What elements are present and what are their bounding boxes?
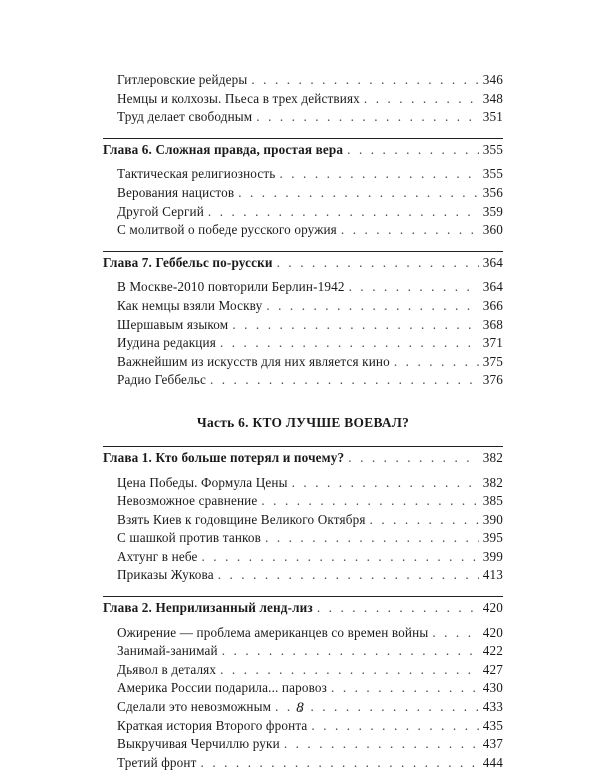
toc-entry-title: Радио Геббельс bbox=[117, 372, 206, 388]
toc-entry-page: 376 bbox=[482, 372, 503, 388]
dot-leader bbox=[210, 372, 479, 388]
dot-leader bbox=[348, 450, 478, 466]
toc-entry-title: Тактическая религиозность bbox=[117, 166, 276, 182]
toc-entry-page: 433 bbox=[482, 699, 503, 715]
toc-entry[interactable] bbox=[103, 567, 503, 586]
dot-leader bbox=[251, 72, 478, 88]
toc-entry[interactable] bbox=[103, 662, 503, 681]
toc-chapter-block bbox=[103, 72, 503, 128]
toc-entry-page: 395 bbox=[482, 530, 503, 546]
dot-leader bbox=[317, 600, 479, 616]
toc-entry-title: Выкручивая Черчиллю руки bbox=[117, 736, 280, 752]
chapter-entry[interactable] bbox=[103, 142, 503, 161]
toc-entry[interactable] bbox=[103, 625, 503, 644]
page-number: 8 bbox=[296, 700, 304, 716]
toc-entry-title: Сделали это невозможным bbox=[117, 699, 272, 715]
dot-leader bbox=[292, 475, 479, 491]
toc-entry[interactable] bbox=[103, 530, 503, 549]
toc-entry-title: Цена Победы. Формула Цены bbox=[117, 474, 288, 490]
toc-entry-page: 356 bbox=[482, 184, 503, 200]
toc-entry-title: Ожирение — проблема американцев со времен войны bbox=[117, 624, 429, 640]
dot-leader bbox=[279, 166, 478, 182]
toc-entry[interactable] bbox=[103, 204, 503, 223]
toc-entry[interactable] bbox=[103, 512, 503, 531]
toc-entry[interactable] bbox=[103, 718, 503, 737]
toc-entry-page: 368 bbox=[482, 316, 503, 332]
part-heading: Часть 6. КТО ЛУЧШЕ ВОЕВАЛ? bbox=[196, 414, 410, 430]
toc-entry-page: 390 bbox=[482, 511, 503, 527]
toc-entry-page: 364 bbox=[482, 279, 503, 295]
toc-entry[interactable] bbox=[103, 475, 503, 494]
toc-entry[interactable] bbox=[103, 755, 503, 773]
toc-entry-title: Труд делает свободным bbox=[117, 109, 253, 125]
toc-entry-title: С молитвой о победе русского оружия bbox=[117, 222, 337, 238]
dot-leader bbox=[222, 643, 479, 659]
dot-leader bbox=[341, 222, 479, 238]
toc-entry[interactable] bbox=[103, 335, 503, 354]
toc-entry-title: Иудина редакция bbox=[117, 335, 216, 351]
dot-leader bbox=[218, 567, 479, 583]
dot-leader bbox=[394, 354, 479, 370]
dot-leader bbox=[347, 142, 479, 158]
dot-leader bbox=[432, 625, 478, 641]
toc-entry-page: 348 bbox=[482, 90, 503, 106]
toc-entry-title: Немцы и колхозы. Пьеса в трех действиях bbox=[117, 90, 360, 106]
toc-entry[interactable] bbox=[103, 91, 503, 110]
toc-entry-page: 359 bbox=[482, 203, 503, 219]
chapter-entry-page: 364 bbox=[482, 254, 503, 270]
toc-entry[interactable] bbox=[103, 72, 503, 91]
toc-entry-title: Занимай-занимай bbox=[117, 643, 218, 659]
toc-entry-title: Взять Киев к годовщине Великого Октября bbox=[117, 511, 366, 527]
toc-entry-page: 346 bbox=[482, 72, 503, 87]
dot-leader bbox=[201, 755, 479, 771]
toc-entry-page: 366 bbox=[482, 297, 503, 313]
toc-entry[interactable] bbox=[103, 109, 503, 128]
toc-entry-page: 430 bbox=[482, 680, 503, 696]
chapter-entry[interactable] bbox=[103, 450, 503, 469]
toc-entry-title: Шершавым языком bbox=[117, 316, 229, 332]
chapter-entry-title: Глава 1. Кто больше потерял и почему? bbox=[103, 449, 345, 465]
toc-entry-title: Третий фронт bbox=[117, 754, 197, 770]
dot-leader bbox=[265, 530, 479, 546]
toc-entry-title: Краткая история Второго фронта bbox=[117, 717, 308, 733]
dot-leader bbox=[331, 680, 479, 696]
toc-entry-page: 422 bbox=[482, 643, 503, 659]
toc-entry-title: Верования нацистов bbox=[117, 184, 235, 200]
chapter-entry-title: Глава 6. Сложная правда, простая вера bbox=[103, 141, 344, 157]
toc-entry[interactable] bbox=[103, 298, 503, 317]
dot-leader bbox=[220, 335, 479, 351]
toc-entry-page: 351 bbox=[482, 109, 503, 125]
dot-leader bbox=[208, 204, 479, 220]
chapter-entry-page: 420 bbox=[482, 600, 503, 616]
toc-entry-page: 435 bbox=[482, 717, 503, 733]
toc-entry[interactable] bbox=[103, 279, 503, 298]
dot-leader bbox=[311, 718, 478, 734]
toc-entry[interactable] bbox=[103, 354, 503, 373]
chapter-entry-title: Глава 2. Неприлизанный ленд-лиз bbox=[103, 600, 313, 616]
dot-leader bbox=[364, 91, 479, 107]
toc-chapter-block bbox=[103, 596, 503, 773]
toc-entry-page: 399 bbox=[482, 548, 503, 564]
chapter-entry-title: Глава 7. Геббельс по-русски bbox=[103, 254, 273, 270]
toc-entry-title: Гитлеровские рейдеры bbox=[117, 72, 248, 87]
toc-entry[interactable] bbox=[103, 549, 503, 568]
toc-entry-page: 371 bbox=[482, 335, 503, 351]
chapter-entry-page: 355 bbox=[482, 141, 503, 157]
toc-entry-title: Важнейшим из искусств для них является кино bbox=[117, 353, 390, 369]
toc-entry-page: 382 bbox=[482, 474, 503, 490]
chapter-entry[interactable] bbox=[103, 600, 503, 619]
toc-chapter-block bbox=[103, 138, 503, 241]
toc-entry-page: 420 bbox=[482, 624, 503, 640]
toc-entry-page: 375 bbox=[482, 353, 503, 369]
toc-entry-page: 444 bbox=[482, 754, 503, 770]
chapter-entry-page: 382 bbox=[482, 449, 503, 465]
toc-entry-page: 413 bbox=[482, 567, 503, 583]
dot-leader bbox=[261, 493, 478, 509]
toc-entry-page: 427 bbox=[482, 661, 503, 677]
toc-entry-title: Америка России подарила... паровоз bbox=[117, 680, 328, 696]
toc-entry-page: 437 bbox=[482, 736, 503, 752]
toc-chapter-block bbox=[103, 446, 503, 586]
toc-entry-title: Дьявол в деталях bbox=[117, 661, 217, 677]
toc-entry[interactable] bbox=[103, 185, 503, 204]
dot-leader bbox=[349, 279, 479, 295]
toc-entry[interactable] bbox=[103, 680, 503, 699]
toc-entry[interactable] bbox=[103, 643, 503, 662]
table-of-contents bbox=[103, 72, 503, 773]
dot-leader bbox=[232, 317, 478, 333]
toc-entry-title: Другой Сергий bbox=[117, 203, 204, 219]
dot-leader bbox=[220, 662, 479, 678]
dot-leader bbox=[277, 255, 479, 271]
toc-entry[interactable] bbox=[103, 166, 503, 185]
dot-leader bbox=[266, 298, 478, 314]
toc-entry-title: Невозможное сравнение bbox=[117, 493, 258, 509]
toc-entry-page: 355 bbox=[482, 166, 503, 182]
toc-entry[interactable] bbox=[103, 736, 503, 755]
toc-entry-title: В Москве-2010 повторили Берлин-1942 bbox=[117, 279, 345, 295]
toc-entry-title: Ахтунг в небе bbox=[117, 548, 198, 564]
toc-chapter-block bbox=[103, 251, 503, 391]
toc-entry-title: Как немцы взяли Москву bbox=[117, 297, 263, 313]
toc-entry-title: С шашкой против танков bbox=[117, 530, 262, 546]
toc-entry[interactable] bbox=[103, 222, 503, 241]
toc-entry-page: 360 bbox=[482, 222, 503, 238]
toc-entry-page: 385 bbox=[482, 493, 503, 509]
chapter-entry[interactable] bbox=[103, 255, 503, 274]
dot-leader bbox=[256, 109, 478, 125]
toc-entry[interactable] bbox=[103, 372, 503, 391]
toc-entry[interactable] bbox=[103, 493, 503, 512]
toc-entry[interactable] bbox=[103, 317, 503, 336]
dot-leader bbox=[370, 512, 479, 528]
toc-entry-title: Приказы Жукова bbox=[117, 567, 214, 583]
dot-leader bbox=[202, 549, 479, 565]
dot-leader bbox=[238, 185, 479, 201]
